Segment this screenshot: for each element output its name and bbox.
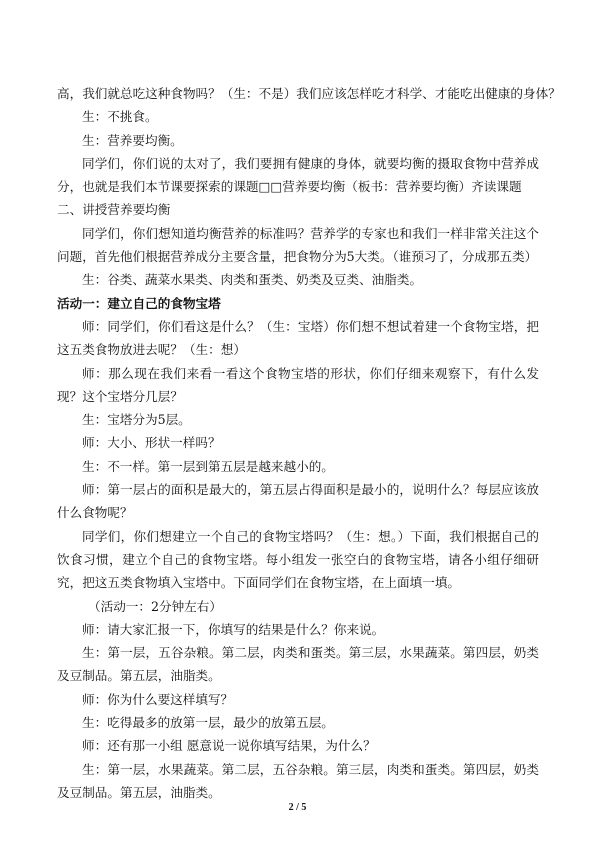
paragraph: 师：还有那一小组 愿意说一说你填写结果，为什么？ bbox=[82, 738, 376, 754]
paragraph: 师：第一层占的面积是最大的，第五层占得面积是最小的，说明什么？每层应该放什么食物呢？ bbox=[57, 482, 539, 521]
activity-heading: 活动一：建立自己的食物宝塔 bbox=[57, 295, 221, 311]
paragraph: 师：同学们，你们看这是什么？（生：宝塔）你们想不想试着建一个食物宝塔，把这五类食物放进去呢？（生：想） bbox=[57, 318, 539, 358]
paragraph: 师：大小、形状一样吗？ bbox=[82, 435, 221, 451]
paragraph: 生：不挑食。 bbox=[82, 109, 158, 125]
paragraph: 同学们，你们说的太对了，我们要拥有健康的身体，就要均衡的摄取食物中营养成分，也就是我们本节课要探索的课题□□营养要均衡（板书：营养要均衡）齐读课题 bbox=[57, 155, 539, 195]
paragraph: 生：宝塔分为5层。 bbox=[82, 412, 191, 428]
paragraph: 生：第一层，水果蔬菜。第二层，五谷杂粮。第三层，肉类和蛋类。第四层，奶类及豆制品。第五层，油脂类。 bbox=[57, 761, 539, 800]
paragraph: 生：不一样。第一层到第五层是越来越小的。 bbox=[82, 458, 334, 474]
paragraph: 师：请大家汇报一下，你填写的结果是什么？你来说。 bbox=[82, 621, 385, 637]
paragraph: 生：吃得最多的放第一层，最少的放第五层。 bbox=[82, 715, 334, 731]
section-heading: 二、讲授营养要均衡 bbox=[57, 202, 171, 218]
document-body bbox=[57, 82, 561, 804]
paragraph: 高，我们就总吃这种食物吗？（生：不是）我们应该怎样吃才科学、才能吃出健康的身体？ bbox=[57, 86, 561, 101]
paragraph: 生：第一层，五谷杂粮。第二层，肉类和蛋类。第三层，水果蔬菜。第四层，奶类及豆制品。第五层，油脂类。 bbox=[57, 645, 539, 684]
page-number: 2 / 5 bbox=[288, 802, 307, 813]
paragraph: 生：营养要均衡。 bbox=[82, 132, 183, 148]
paragraph: 师：你为什么要这样填写？ bbox=[82, 691, 234, 707]
paragraph: 师：那么现在我们来看一看这个食物宝塔的形状，你们仔细来观察下，有什么发现？这个宝塔分几层？ bbox=[57, 365, 539, 404]
paragraph: （活动一：2分钟左右） bbox=[88, 598, 222, 614]
paragraph: 同学们，你们想建立一个自己的食物宝塔吗？（生：想。）下面，我们根据自己的饮食习惯，建立个自己的食物宝塔。每小组发一张空白的食物宝塔，请各小组仔细研究，把这五类食物填入宝塔中。下面同学们在食物宝塔，在上面填一填。 bbox=[57, 528, 539, 591]
paragraph: 生：谷类、蔬菜水果类、肉类和蛋类、奶类及豆类、油脂类。 bbox=[82, 272, 423, 288]
paragraph: 同学们，你们想知道均衡营养的标准吗？营养学的专家也和我们一样非常关注这个问题，首先他们根据营养成分主要含量，把食物分为5大类。（谁预习了，分成那五类） bbox=[57, 225, 539, 265]
